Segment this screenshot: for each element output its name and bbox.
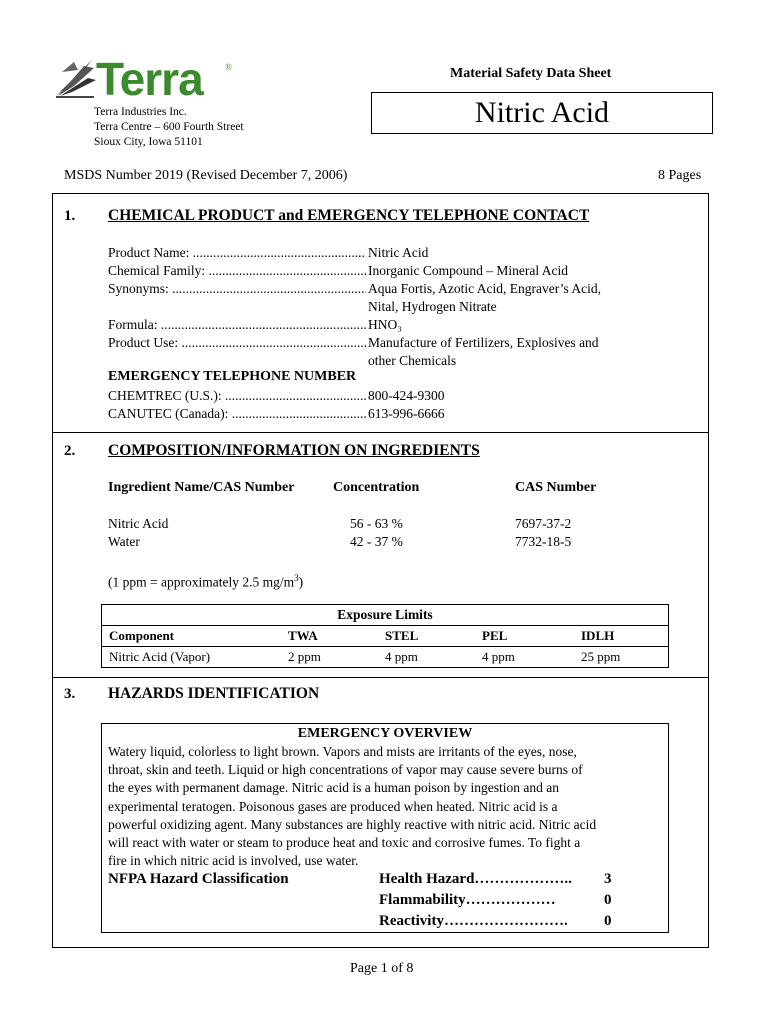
- field-label: CANUTEC (Canada): .....: [108, 405, 366, 423]
- logo-wordmark: Terra: [96, 53, 203, 105]
- field-label: Chemical Family: .....: [108, 262, 366, 280]
- document-type: Material Safety Data Sheet: [450, 66, 612, 81]
- overview-line: Watery liquid, colorless to light brown. Vapors and mists are irritants of the eyes, nose,: [108, 744, 577, 759]
- overview-line: powerful oxidizing agent. Many substances are highly reactive with nitric acid. Nitric acid: [108, 816, 597, 832]
- ppm-note-exponent: 3: [294, 573, 299, 583]
- product-title: Nitric Acid: [371, 92, 713, 134]
- col-header-ingredient: Ingredient Name/CAS Number: [108, 480, 295, 495]
- field-value: Nital, Hydrogen Nitrate: [368, 299, 497, 314]
- section-divider: [52, 432, 709, 433]
- wheat-leaf-icon: [54, 56, 96, 100]
- product-name-row: [0, 244, 768, 262]
- company-street: Terra Centre – 600 Fourth Street: [94, 121, 244, 133]
- field-value: other Chemicals: [368, 353, 457, 368]
- exposure-limits-title: Exposure Limits: [102, 605, 668, 626]
- section-3-title: HAZARDS IDENTIFICATION: [108, 685, 320, 702]
- table-cell: 25 ppm: [581, 649, 621, 664]
- table-header-cell: TWA: [288, 628, 318, 643]
- synonyms-row: [0, 280, 768, 316]
- nfpa-reactivity-label: Reactivity…………………….: [379, 913, 568, 929]
- phone-number: 800-424-9300: [368, 388, 445, 403]
- nfpa-health-label: Health Hazard………………..: [379, 871, 572, 887]
- ingredient-cas: 7732-18-5: [515, 534, 572, 549]
- ppm-note-text: (1 ppm = approximately 2.5 mg/m: [108, 574, 295, 590]
- company-name: Terra Industries Inc.: [94, 106, 187, 118]
- table-header-row: [102, 626, 668, 647]
- emergency-overview-box: [101, 723, 669, 933]
- field-label: Synonyms: .....: [108, 280, 366, 298]
- ingredient-name: Water: [108, 534, 140, 549]
- section-1-number: 1.: [64, 208, 76, 224]
- canutec-row: [0, 405, 768, 423]
- msds-number: MSDS Number 2019 (Revised December 7, 2006): [64, 168, 348, 183]
- emergency-overview-text: [102, 743, 668, 870]
- exposure-limits-table: [101, 604, 669, 668]
- col-header-cas: CAS Number: [515, 480, 597, 495]
- table-row: [102, 647, 668, 668]
- overview-line: experimental teratogen. Poisonous gases are produced when heated. Nitric acid is a: [108, 798, 558, 814]
- overview-line: throat, skin and teeth. Liquid or high concentrations of vapor may cause severe burns of: [108, 762, 583, 778]
- page-count: 8 Pages: [658, 168, 702, 183]
- ingredient-concentration: 56 - 63 %: [350, 516, 403, 531]
- field-label: Formula: .....: [108, 316, 366, 334]
- col-header-concentration: Concentration: [333, 480, 420, 495]
- ppm-note: [108, 569, 303, 592]
- field-value: Nitric Acid: [368, 245, 429, 260]
- company-address: [94, 105, 244, 150]
- table-cell: 2 ppm: [288, 649, 321, 664]
- overview-line: will react with water or steam to produce heat and toxic and corrosive fumes. To fight a: [108, 835, 581, 851]
- phone-number: 613-996-6666: [368, 406, 445, 421]
- page-footer: Page 1 of 8: [350, 961, 414, 976]
- field-label: Product Name: .....: [108, 244, 366, 262]
- section-2-number: 2.: [64, 443, 76, 459]
- field-label: CHEMTREC (U.S.): .....: [108, 387, 366, 405]
- field-value: HNO₃: [368, 317, 402, 332]
- ingredient-concentration: 42 - 37 %: [350, 534, 403, 549]
- field-label: Product Use: .....: [108, 334, 366, 352]
- chemical-family-row: [0, 262, 768, 280]
- section-1-title: CHEMICAL PRODUCT and EMERGENCY TELEPHONE CONTACT: [108, 207, 590, 224]
- nfpa-reactivity-value: 0: [604, 913, 612, 929]
- table-cell: 4 ppm: [385, 649, 418, 664]
- ingredient-cas: 7697-37-2: [515, 516, 572, 531]
- table-header-cell: STEL: [385, 628, 419, 643]
- nfpa-flammability-value: 0: [604, 892, 612, 908]
- chemtrec-row: [0, 387, 768, 405]
- ppm-note-close: ): [298, 574, 304, 590]
- field-value: Inorganic Compound – Mineral Acid: [368, 263, 568, 278]
- table-cell: Nitric Acid (Vapor): [109, 649, 211, 664]
- exposure-grid: [102, 626, 668, 667]
- nfpa-flammability-label: Flammability………………: [379, 892, 556, 908]
- terra-logo: [54, 53, 244, 105]
- nfpa-label: NFPA Hazard Classification: [108, 871, 289, 887]
- phone-list: [0, 387, 768, 423]
- registered-mark: ®: [225, 62, 232, 72]
- product-info-list: [0, 244, 768, 374]
- emergency-overview-title: EMERGENCY OVERVIEW: [297, 726, 473, 741]
- ingredient-name: Nitric Acid: [108, 516, 169, 531]
- section-divider: [52, 677, 709, 678]
- nfpa-health-value: 3: [604, 871, 612, 887]
- overview-line: fire in which nitric acid is involved, use water.: [108, 853, 359, 869]
- table-header-cell: IDLH: [581, 628, 615, 643]
- section-3-number: 3.: [64, 686, 76, 702]
- company-city: Sioux City, Iowa 51101: [94, 136, 203, 148]
- field-value: Manufacture of Fertilizers, Explosives and: [368, 335, 599, 350]
- formula-row: [0, 316, 768, 334]
- product-use-row: [0, 334, 768, 370]
- table-cell: 4 ppm: [482, 649, 515, 664]
- table-header-cell: PEL: [482, 628, 508, 643]
- emergency-phone-heading: EMERGENCY TELEPHONE NUMBER: [108, 369, 357, 384]
- field-value: Aqua Fortis, Azotic Acid, Engraver’s Acid,: [368, 281, 601, 296]
- section-2-title: COMPOSITION/INFORMATION ON INGREDIENTS: [108, 442, 480, 459]
- overview-line: the eyes with permanent damage. Nitric acid is a human poison by ingestion and an: [108, 780, 560, 796]
- table-header-cell: Component: [109, 628, 175, 643]
